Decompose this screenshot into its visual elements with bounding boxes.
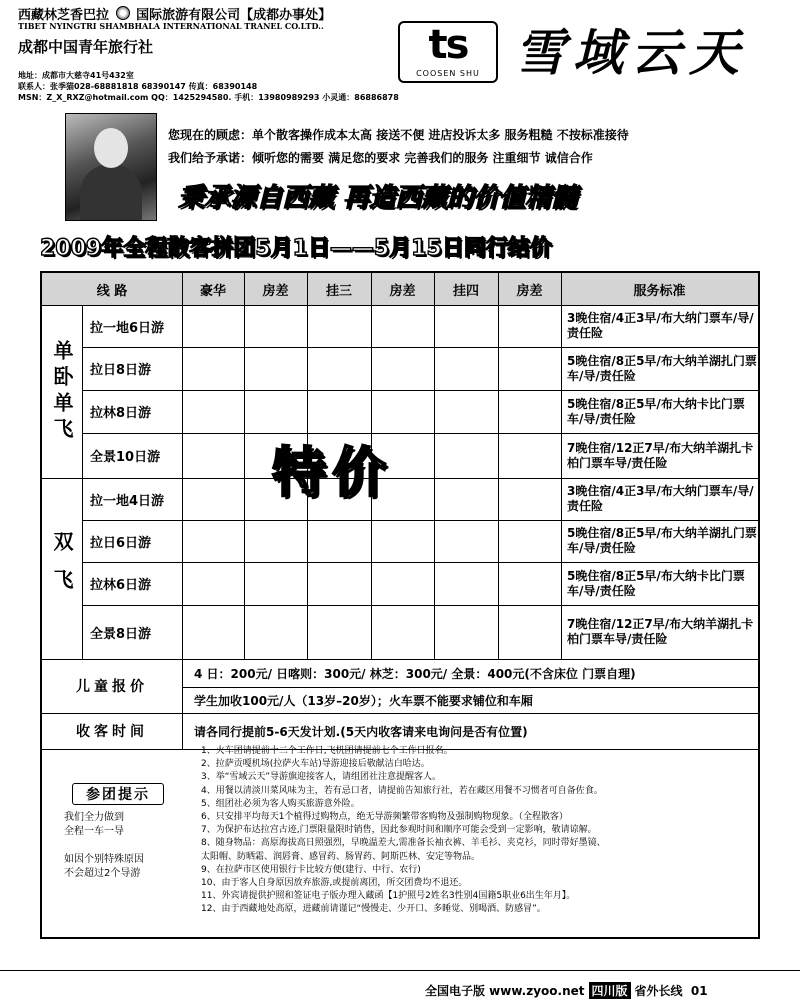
header-room-diff-3: 房差 — [516, 283, 543, 299]
note-item: 6、只安排平均每天1个植得过购物点，绝无导游频繁带客购物及强制购物现象。（全程散客） — [201, 812, 568, 823]
child-price-label: 儿童报价 — [76, 679, 148, 695]
tibetan-child-photo — [65, 113, 157, 221]
tips-label: 参团提示 — [72, 783, 164, 805]
route-row: 拉一地6日游 — [90, 320, 165, 336]
service-standard: 7晚住宿/12正7早/布大纳羊湖扎卡柏门票车导/责任险 — [567, 617, 754, 646]
note-item: 7、为保护布达拉宫古迹,门票限量限时销售，因此参观时间和顺序可能会受到一定影响，敬请谅解。 — [201, 825, 597, 836]
brand-logo — [398, 21, 498, 83]
service-standard: 3晚住宿/4正3早/布大纳门票车/导/责任险 — [567, 484, 754, 513]
route-row: 拉林6日游 — [90, 578, 152, 593]
service-standard: 5晚住宿/8正5早/布大纳羊湖扎门票车/导/责任险 — [567, 526, 757, 555]
note-item: 8、随身物品：高原海拔高日照强烈，早晚温差大,需准备长袖衣裤、羊毛衫、夹克衫，同时带好墨镜、 — [201, 838, 606, 849]
note-item: 1、火车团请提前十二个工作日,飞机团请提前七个工作日报名。 — [201, 746, 453, 756]
child-price: 4 日：200元/ 日喀则：300元/ 林芝：300元/ 全景：400元(不含床位 门票自理) — [194, 666, 636, 681]
student-note: 学生加收100元/人（13岁–20岁）；火车票不能要求铺位和车厢 — [194, 693, 533, 708]
service-standard: 7晚住宿/12正7早/布大纳羊湖扎卡柏门票车导/责任险 — [567, 440, 754, 470]
contact: 联系人：张季猫028-68881818 68390147 传真：68390148 — [18, 82, 258, 91]
footer-edition: 全国电子版 www.zyoo.net — [425, 984, 585, 998]
header-4star: 挂四 — [452, 283, 479, 299]
collect-time: 请各同行提前5-6天发计划.(5天内收客请来电询问是否有位置) — [194, 724, 528, 739]
group-round-fly: 双飞 — [50, 530, 74, 607]
slogan: 秉承源自西藏 再造西藏的价值精髓 — [178, 183, 578, 213]
logo-subtext: COOSEN SHU — [416, 69, 480, 78]
tips-note-2: 如因个别特殊原因 不会超过2个导游 — [64, 854, 144, 879]
note-item: 9、在拉萨市区使用银行卡比较方便(建行、中行、农行) — [201, 864, 421, 875]
company-name: 西藏林芝香巴拉 国际旅游有限公司【成都办事处】 — [18, 8, 332, 23]
notes-list — [201, 745, 756, 917]
note-item: 10、由于客人自身原因放弃旅游,或提前离团，所交团费均不退还。 — [201, 878, 468, 889]
footer — [425, 982, 708, 999]
header-room-diff-2: 房差 — [389, 283, 416, 299]
calligraphy-title: 雪域云天 — [515, 23, 747, 82]
company-name-en: TIBET NYINGTRI SHAMBHALA INTERNATIONAL TRANEL CO.LTD.. — [18, 21, 324, 31]
header-3star: 挂三 — [325, 283, 352, 299]
service-standard: 3晚住宿/4正3早/布大纳门票车/导/责任险 — [567, 311, 754, 340]
globe-icon — [116, 6, 130, 20]
service-standard: 5晚住宿/8正5早/布大纳卡比门票车/导/责任险 — [567, 396, 745, 426]
footer-divider — [0, 970, 800, 971]
customer-concerns: 您现在的顾虑：单个散客操作成本太高 接送不便 进店投诉太多 服务粗糙 不按标准接待 — [168, 128, 629, 142]
route-row: 拉日8日游 — [90, 363, 152, 378]
route-row: 全景8日游 — [90, 626, 152, 642]
route-row: 全景10日游 — [90, 450, 161, 465]
logo-text: ts — [428, 22, 468, 68]
online-contact: MSN：Z_X_RXZ@hotmail.com QQ：1425294580. 手机：13980989293 小灵通：86886878 — [18, 93, 399, 102]
route-row: 拉林8日游 — [90, 406, 152, 421]
price-table — [40, 271, 760, 939]
address: 地址：成都市大慈寺41号432室 — [18, 71, 134, 80]
route-row: 拉一地4日游 — [90, 493, 165, 509]
note-item: 12、由于西藏地处高原，进藏前请谨记“慢慢走、少开口、多睡觉、别喝酒、防感冒”。 — [201, 904, 546, 915]
route-row: 拉日6日游 — [90, 535, 152, 551]
header-route: 线 路 — [96, 283, 128, 299]
service-standard: 5晚住宿/8正5早/布大纳羊湖扎门票车/导/责任险 — [567, 353, 757, 383]
company-name-2: 成都中国青年旅行社 — [18, 38, 154, 56]
group-sleeper-fly: 单卧单飞 — [50, 339, 74, 444]
headline: 2009年全程散客拼团5月1日——5月15日同行结价 — [40, 236, 552, 261]
header-service: 服务标准 — [633, 283, 686, 299]
collect-time-label: 收客时间 — [76, 724, 148, 740]
header-room-diff-1: 房差 — [262, 283, 289, 299]
note-item: 11、外宾请提供护照和签证电子版办理入藏函【1护照号2姓名3性别4国籍5职业6出生年月】。 — [201, 891, 576, 902]
special-price-stamp: 特价 — [272, 440, 392, 504]
service-standard: 5晚住宿/8正5早/布大纳卡比门票车/导/责任险 — [567, 568, 745, 598]
note-item: 太阳帽、防晒霜、润唇膏、感冒药、肠胃药、阿斯匹林、安定等物品。 — [201, 851, 481, 862]
note-item: 3、举“雪域云天”导游旗迎接客人，请组团社注意提醒客人。 — [201, 772, 442, 783]
note-item: 2、拉萨贡嘎机场(拉萨火车站)导游迎接后敬献洁白哈达。 — [201, 759, 430, 770]
header-luxury: 豪华 — [199, 283, 226, 299]
footer-region: 四川版 — [589, 982, 631, 999]
note-item: 4、用餐以清淡川菜风味为主，若有忌口者，请提前告知旅行社，若在藏区用餐不习惯者可自备佐食。 — [201, 785, 603, 796]
footer-section: 省外长线 — [634, 984, 683, 998]
tips-note-1: 我们全力做到 全程一车一导 — [64, 812, 124, 837]
footer-page: 01 — [690, 984, 708, 998]
note-item: 5、组团社必须为客人购买旅游意外险。 — [201, 798, 360, 809]
our-promise: 我们给予承诺：倾听您的需要 满足您的要求 完善我们的服务 注重细节 诚信合作 — [168, 151, 593, 165]
